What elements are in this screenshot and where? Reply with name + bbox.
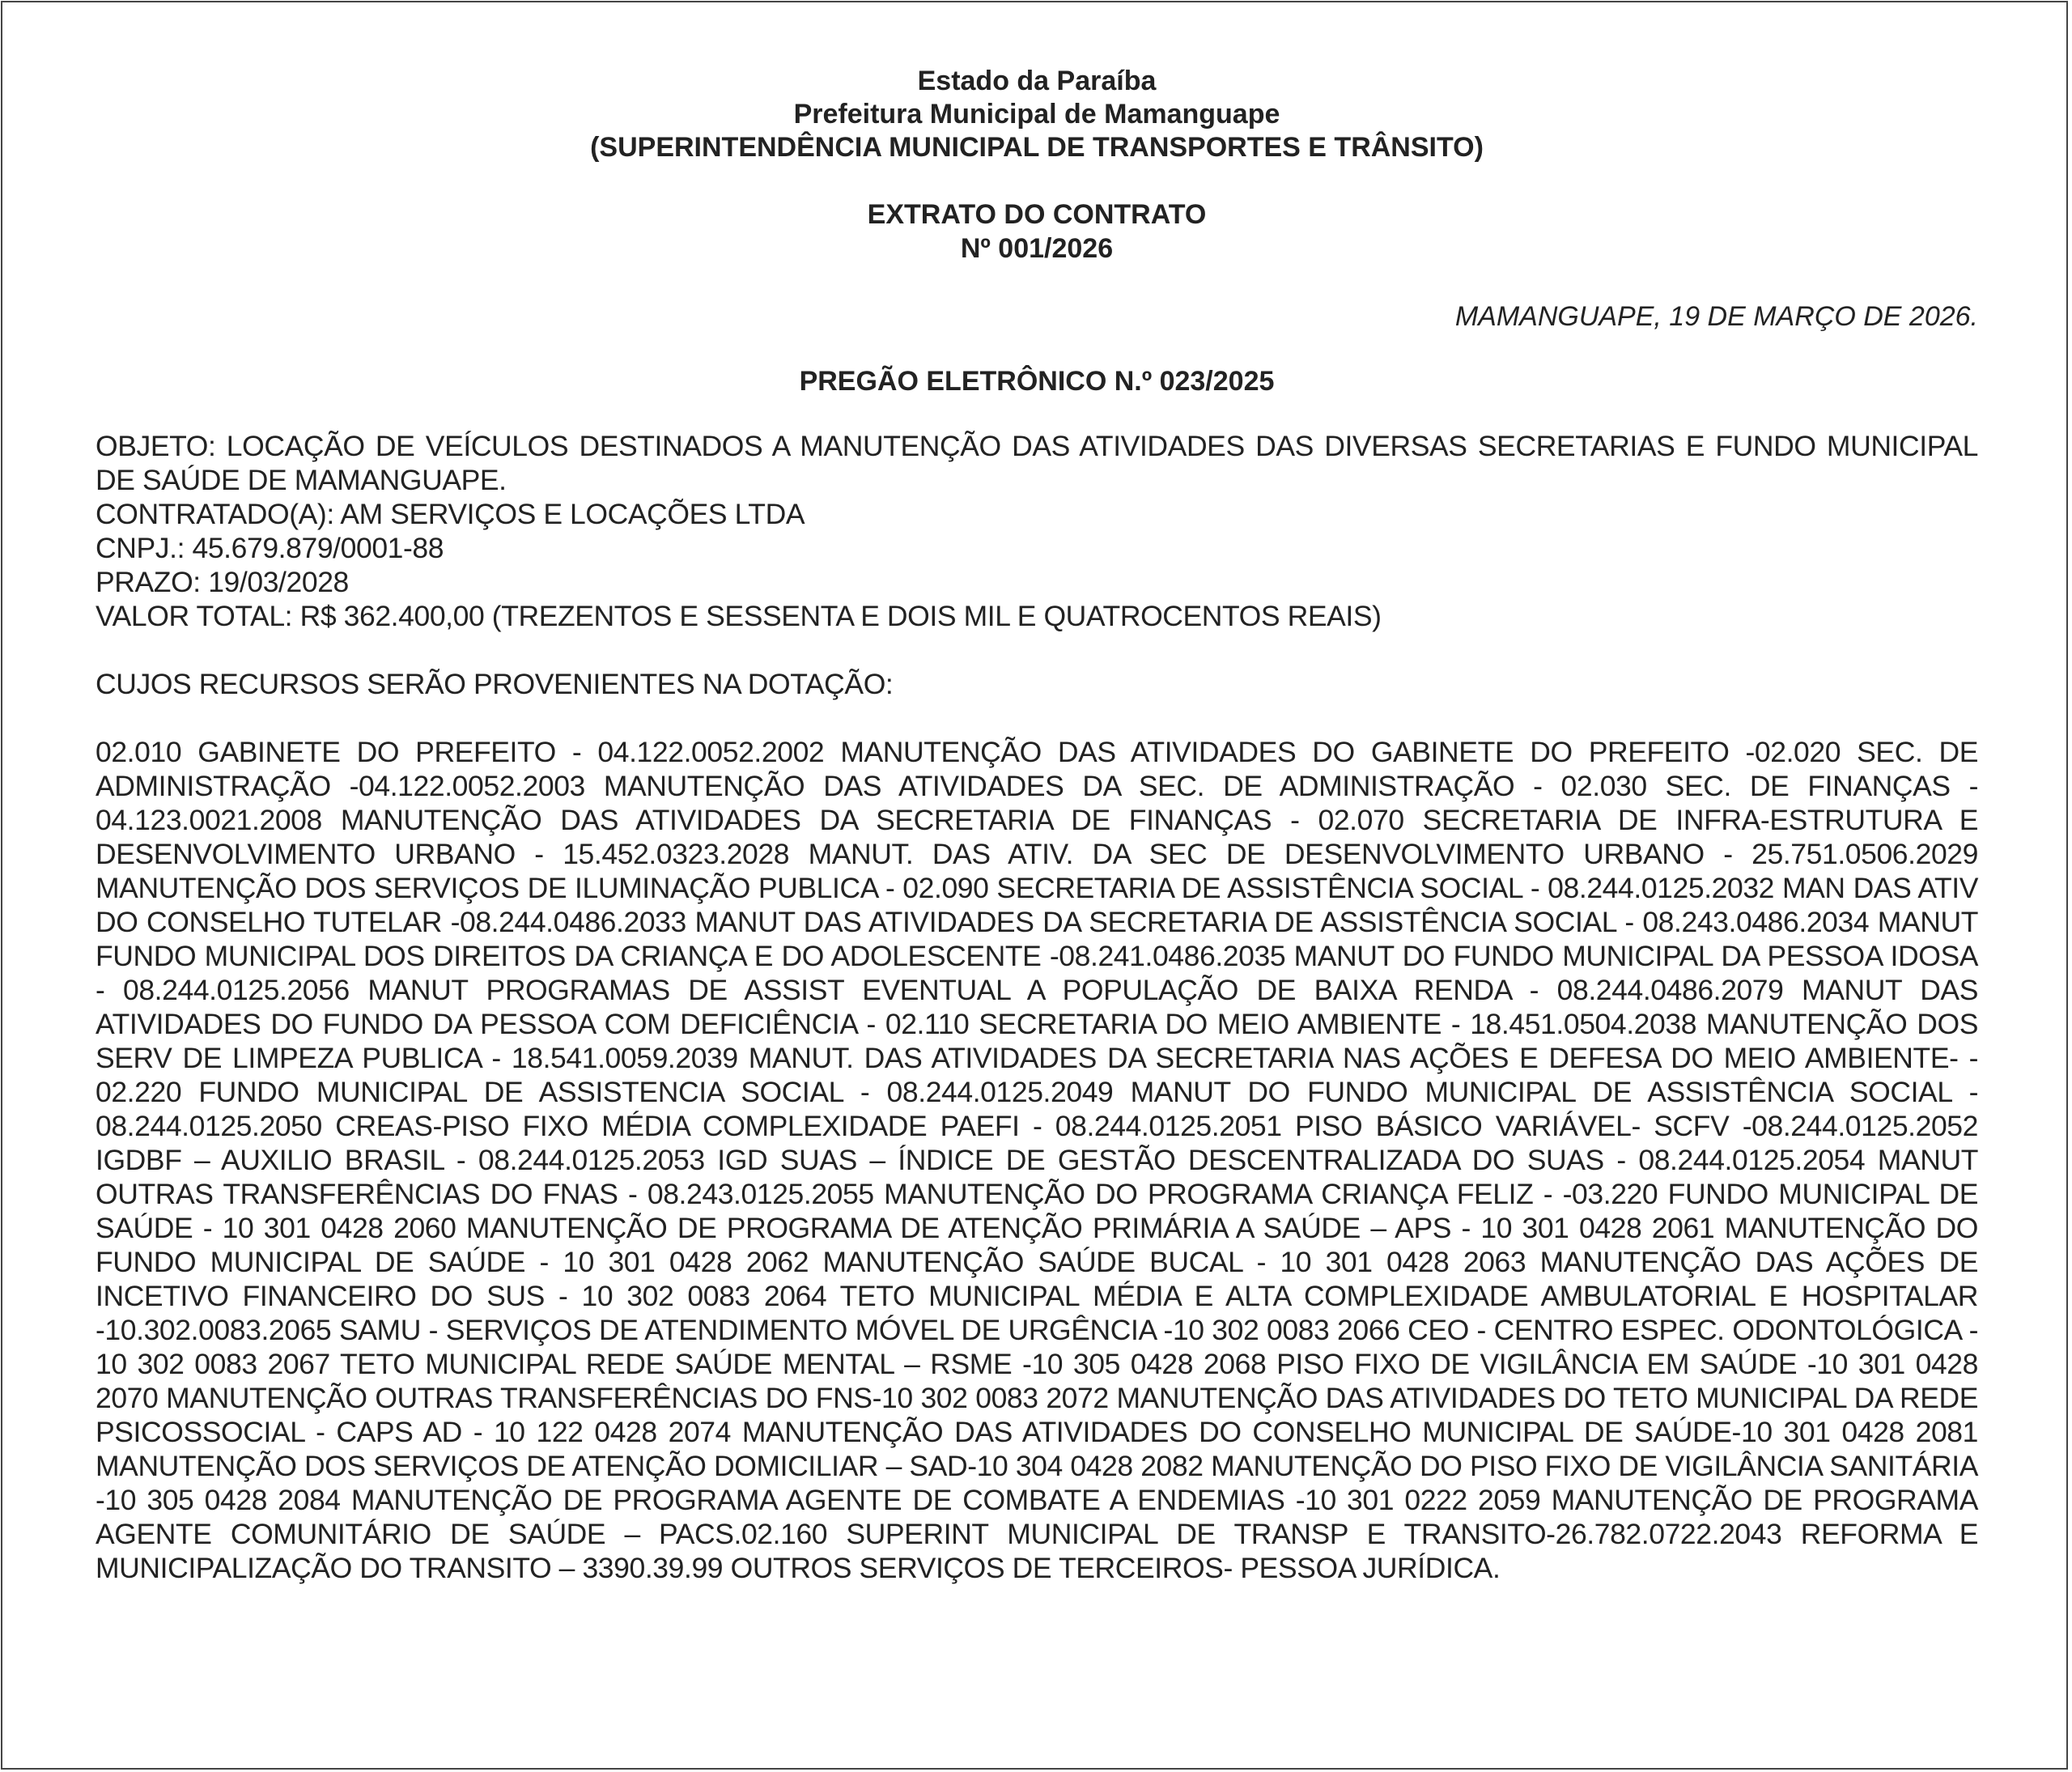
recursos-label: CUJOS RECURSOS SERÃO PROVENIENTES NA DOTAÇÃO:	[96, 668, 894, 700]
document-content	[96, 65, 1978, 1585]
document-header	[96, 65, 1978, 164]
contract-cnpj: CNPJ.: 45.679.879/0001-88	[96, 532, 444, 564]
agency-name: (SUPERINTENDÊNCIA MUNICIPAL DE TRANSPORTES E TRÂNSITO)	[590, 132, 1484, 163]
pregao-heading: PREGÃO ELETRÔNICO N.º 023/2025	[799, 366, 1275, 397]
extrato-title: EXTRATO DO CONTRATO	[867, 199, 1207, 230]
document-date: MAMANGUAPE, 19 DE MARÇO DE 2026.	[1454, 301, 1978, 332]
dotacao-paragraph: 02.010 GABINETE DO PREFEITO - 04.122.0052.2002 MANUTENÇÃO DAS ATIVIDADES DO GABINETE DO PREFEITO -02.020 SEC. DE ADMINISTRAÇÃO -04.122.0052.2003 MANUTENÇÃO DAS ATIVIDADES DA SEC. DE ADMINISTRAÇÃO - 02.030 SEC. DE FINANÇAS - 04.123.0021.2008 MANUTENÇÃO DAS ATIVIDADES DA SECRETARIA DE FINANÇAS - 02.070 SECRETARIA DE INFRA-ESTRUTURA E DESENVOLVIMENTO URBANO - 15.452.0323.2028 MANUT. DAS ATIV. DA SEC DE DESENVOLVIMENTO URBANO - 25.751.0506.2029 MANUTENÇÃO DOS SERVIÇOS DE ILUMINAÇÃO PUBLICA - 02.090 SECRETARIA DE ASSISTÊNCIA SOCIAL - 08.244.0125.2032 MAN DAS ATIV DO CONSELHO TUTELAR -08.244.0486.2033 MANUT DAS ATIVIDADES DA SECRETARIA DE ASSISTÊNCIA SOCIAL - 08.243.0486.2034 MANUT FUNDO MUNICIPAL DOS DIREITOS DA CRIANÇA E DO ADOLESCENTE -08.241.0486.2035 MANUT DO FUNDO MUNICIPAL DA PESSOA IDOSA - 08.244.0125.2056 MANUT PROGRAMAS DE ASSIST EVENTUAL A POPULAÇÃO DE BAIXA RENDA - 08.244.0486.2079 MANUT DAS ATIVIDADES DO FUNDO DA PESSOA COM DEFICIÊNCIA - 02.110 SECRETARIA DO MEIO AMBIENTE - 18.451.0504.2038 MANUTENÇÃO DOS SERV DE LIMPEZA PUBLICA - 18.541.0059.2039 MANUT. DAS ATIVIDADES DA SECRETARIA NAS AÇÕES E DEFESA DO MEIO AMBIENTE- - 02.220 FUNDO MUNICIPAL DE ASSISTENCIA SOCIAL - 08.244.0125.2049 MANUT DO FUNDO MUNICIPAL DE ASSISTÊNCIA SOCIAL - 08.244.0125.2050 CREAS-PISO FIXO MÉDIA COMPLEXIDADE PAEFI - 08.244.0125.2051 PISO BÁSICO VARIÁVEL- SCFV -08.244.0125.2052 IGDBF – AUXILIO BRASIL - 08.244.0125.2053 IGD SUAS – ÍNDICE DE GESTÃO DESCENTRALIZADA DO SUAS - 08.244.0125.2054 MANUT OUTRAS TRANSFERÊNCIAS DO FNAS - 08.243.0125.2055 MANUTENÇÃO DO PROGRAMA CRIANÇA FELIZ - -03.220 FUNDO MUNICIPAL DE SAÚDE - 10 301 0428 2060 MANUTENÇÃO DE PROGRAMA DE ATENÇÃO PRIMÁRIA A SAÚDE – APS - 10 301 0428 2061 MANUTENÇÃO DO FUNDO MUNICIPAL DE SAÚDE - 10 301 0428 2062 MANUTENÇÃO SAÚDE BUCAL - 10 301 0428 2063 MANUTENÇÃO DAS AÇÕES DE INCETIVO FINANCEIRO DO SUS - 10 302 0083 2064 TETO MUNICIPAL MÉDIA E ALTA COMPLEXIDADE AMBULATORIAL E HOSPITALAR -10.302.0083.2065 SAMU - SERVIÇOS DE ATENDIMENTO MÓVEL DE URGÊNCIA -10 302 0083 2066 CEO - CENTRO ESPEC. ODONTOLÓGICA - 10 302 0083 2067 TETO MUNICIPAL REDE SAÚDE MENTAL – RSME -10 305 0428 2068 PISO FIXO DE VIGILÂNCIA EM SAÚDE -10 301 0428 2070 MANUTENÇÃO OUTRAS TRANSFERÊNCIAS DO FNS-10 302 0083 2072 MANUTENÇÃO DAS ATIVIDADES DO TETO MUNICIPAL DA REDE PSICOSSOCIAL - CAPS AD - 10 122 0428 2074 MANUTENÇÃO DAS ATIVIDADES DO CONSELHO MUNICIPAL DE SAÚDE-10 301 0428 2081 MANUTENÇÃO DOS SERVIÇOS DE ATENÇÃO DOMICILIAR – SAD-10 304 0428 2082 MANUTENÇÃO DO PISO FIXO DE VIGILÂNCIA SANITÁRIA -10 305 0428 2084 MANUTENÇÃO DE PROGRAMA AGENTE DE COMBATE A ENDEMIAS -10 301 0222 2059 MANUTENÇÃO DE PROGRAMA AGENTE COMUNITÁRIO DE SAÚDE – PACS.02.160 SUPERINT MUNICIPAL DE TRANSP E TRANSITO-26.782.0722.2043 REFORMA E MUNICIPALIZAÇÃO DO TRANSITO – 3390.39.99 OUTROS SERVIÇOS DE TERCEIROS- PESSOA JURÍDICA.	[96, 736, 1978, 1584]
contract-details	[96, 429, 1978, 633]
municipality-name: Prefeitura Municipal de Mamanguape	[793, 99, 1280, 130]
state-name: Estado da Paraíba	[917, 66, 1157, 96]
contract-objeto: OBJETO: LOCAÇÃO DE VEÍCULOS DESTINADOS A MANUTENÇÃO DAS ATIVIDADES DAS DIVERSAS SECRETARIAS E FUNDO MUNICIPAL DE SAÚDE DE MAMANGUAPE.	[96, 430, 1978, 496]
contract-valor: VALOR TOTAL: R$ 362.400,00 (TREZENTOS E SESSENTA E DOIS MIL E QUATROCENTOS REAIS)	[96, 600, 1382, 632]
contract-prazo: PRAZO: 19/03/2028	[96, 566, 349, 598]
extrato-heading	[96, 198, 1978, 266]
extrato-number: Nº 001/2026	[960, 233, 1114, 264]
contract-contratado: CONTRATADO(A): AM SERVIÇOS E LOCAÇÕES LTDA	[96, 498, 805, 530]
